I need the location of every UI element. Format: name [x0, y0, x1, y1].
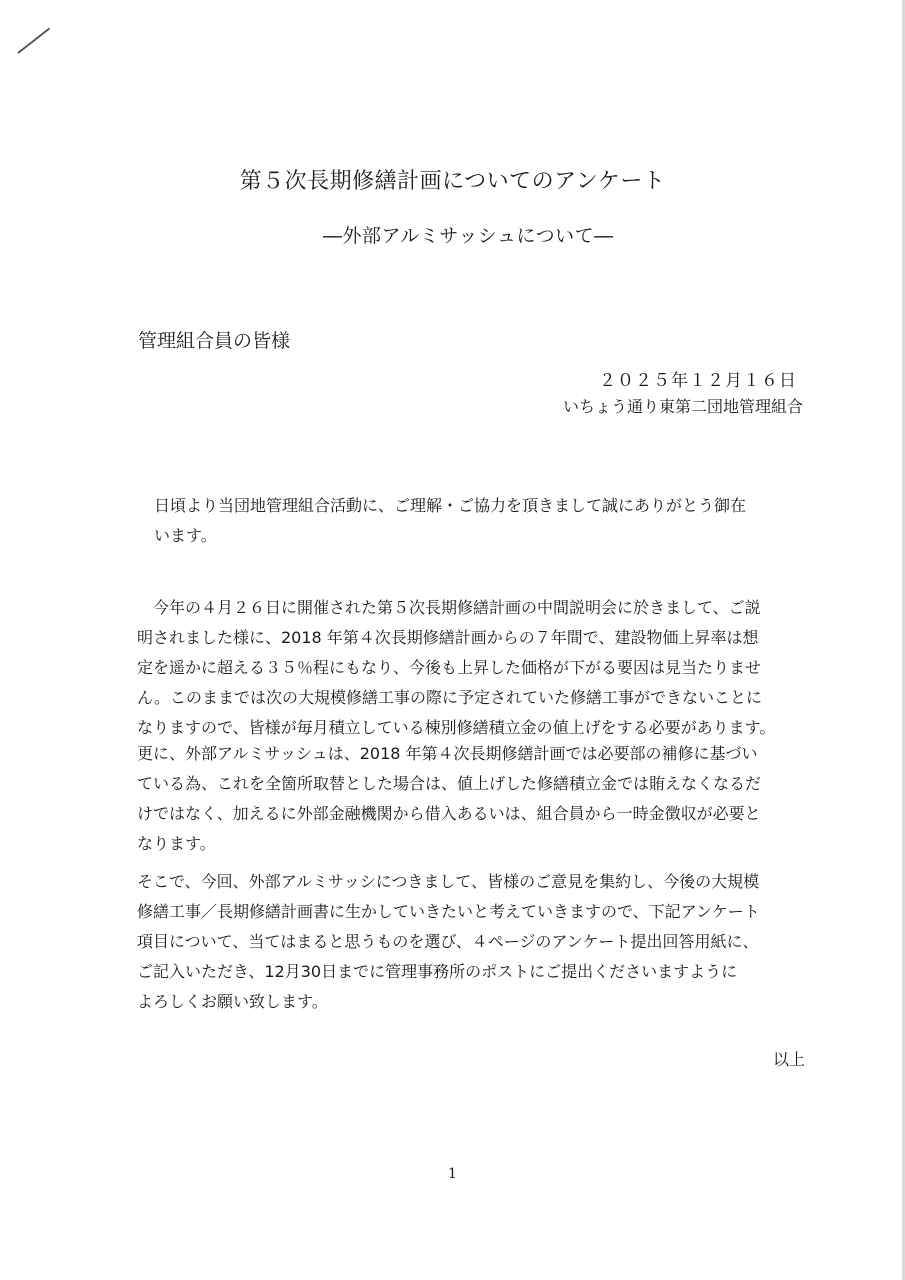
paragraph-background — [137, 593, 817, 743]
text-line: ん。このままでは次の大規模修繕工事の際に予定されていた修繕工事ができないことに — [137, 688, 762, 707]
text-line: よろしくお願い致します。 — [137, 992, 328, 1011]
text-line: 修繕工事／長期修繕計画書に生かしていきたいと考えていきますので、下記アンケート — [137, 902, 760, 921]
text-line: います。 — [154, 526, 217, 545]
text-line: 項目について、当てはまると思うものを選び、４ページのアンケート提出回答用紙に、 — [137, 932, 759, 951]
document-subtitle: ―外部アルミサッシュについて― — [323, 225, 614, 247]
text-line: けではなく、加えるに外部金融機関から借入あるいは、組合員から一時金徴収が必要と — [137, 804, 761, 823]
page-number: 1 — [448, 1166, 457, 1182]
text-line: ご記入いただき、12月30日までに管理事務所のポストにご提出くださいますように — [137, 962, 738, 981]
text-line: 定を遥かに超える３５％程にもなり、今後も上昇した価格が下がる要因は見当たりませ — [137, 658, 762, 677]
text-line: 今年の４月２６日に開催された第５次長期修繕計画の中間説明会に於きまして、ご説 — [137, 598, 761, 617]
paragraph-greeting — [154, 491, 814, 551]
paragraph-aluminum-sash — [137, 739, 817, 859]
addressee: 管理組合員の皆様 — [138, 330, 291, 352]
text-line: ている為、これを全箇所取替とした場合は、値上げした修繕積立金では賄えなくなるだ — [137, 774, 762, 793]
text-line: 明されました様に、2018 年第４次長期修繕計画からの７年間で、建設物価上昇率は想 — [137, 628, 759, 647]
text-line: なりますので、皆様が毎月積立している棟別修繕積立金の値上げをする必要があります。 — [137, 718, 776, 737]
text-line: なります。 — [137, 834, 216, 853]
text-line: 更に、外部アルミサッシュは、2018 年第４次長期修繕計画では必要部の補修に基づい — [137, 744, 758, 763]
document-date: ２０２５年１２月１６日 — [599, 371, 797, 391]
text-line: 日頃より当団地管理組合活動に、ご理解・ご協力を頂きまして誠にありがとう御在 — [154, 496, 747, 515]
scan-mark — [17, 28, 50, 54]
document-title: 第５次長期修繕計画についてのアンケート — [239, 169, 666, 194]
text-line: そこで、今回、外部アルミサッシにつきまして、皆様のご意見を集約し、今後の大規模 — [137, 872, 760, 891]
closing-mark: 以上 — [772, 1050, 805, 1069]
organization-name: いちょう通り東第二団地管理組合 — [562, 397, 803, 416]
paragraph-request — [137, 867, 817, 1017]
